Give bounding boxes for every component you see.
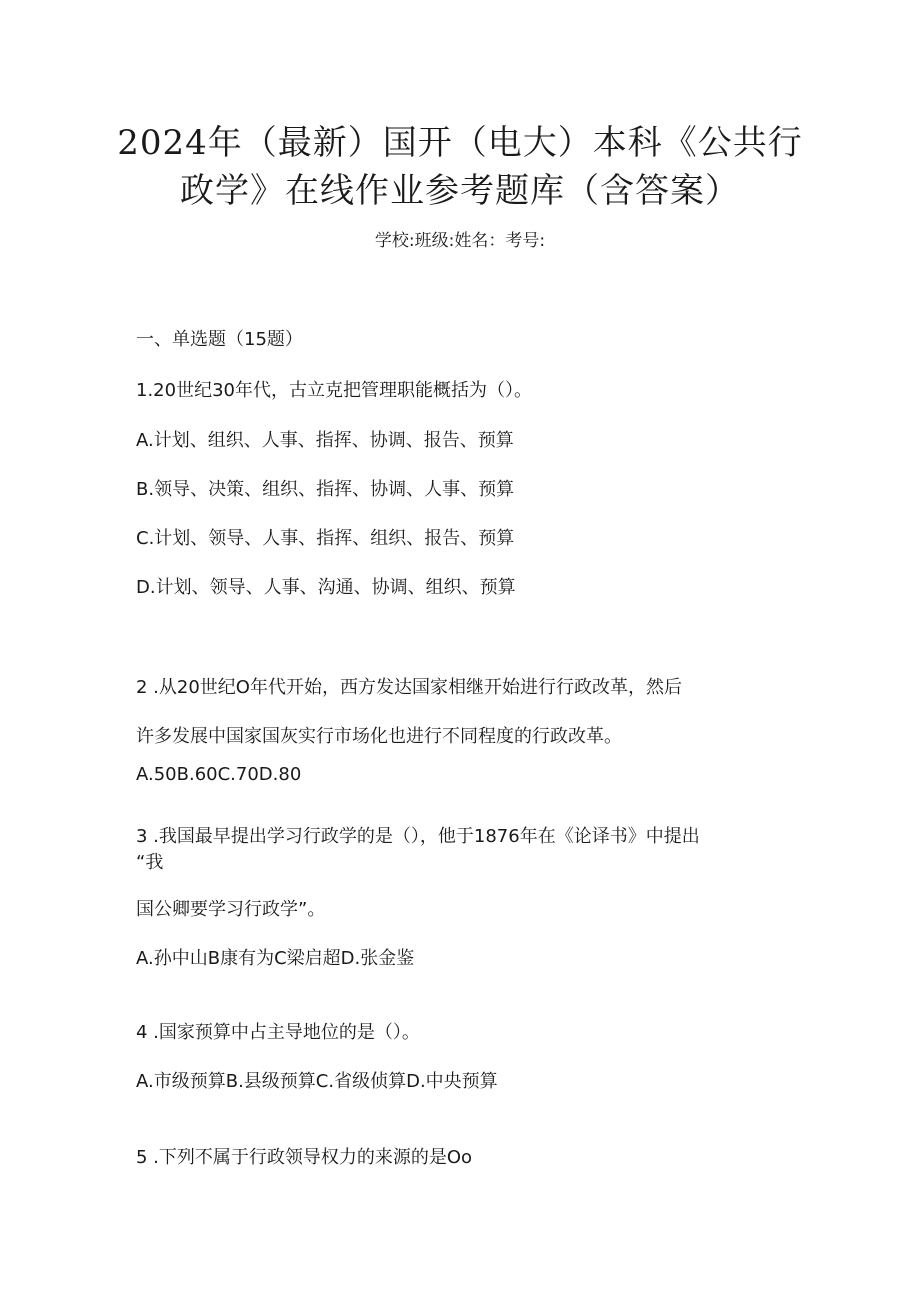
document-title-line-2: 政学》在线作业参考题库（含答案） <box>180 171 740 211</box>
question-5-stem: 5 .下列不属于行政领导权力的来源的是Oo <box>136 1147 473 1168</box>
question-1-option-a: A.计划、组织、人事、指挥、协调、报告、预算 <box>136 430 514 451</box>
question-1-stem: 1.20世纪30年代，古立克把管理职能概括为（）。 <box>136 380 532 401</box>
question-4-stem: 4 .国家预算中占主导地位的是（）。 <box>136 1022 420 1043</box>
question-1-option-c: C.计划、领导、人事、指挥、组织、报告、预算 <box>136 528 515 549</box>
question-2-stem-line-1: 2 .从20世纪O年代开始，西方发达国家相继开始进行行政改革，然后 <box>136 677 682 698</box>
question-1-option-b: B.领导、决策、组织、指挥、协调、人事、预算 <box>136 479 515 500</box>
student-info-line: 学校:班级:姓名：考号: <box>374 231 546 251</box>
question-4-options: A.市级预算B.县级预算C.省级侦算D.中央预算 <box>136 1071 498 1092</box>
question-2-options: A.50B.60C.70D.80 <box>136 764 302 785</box>
question-3-stem-line-3: 国公卿要学习行政学”。 <box>136 899 326 920</box>
question-3-stem-line-1: 3 .我国最早提出学习行政学的是（），他于1876年在《论译书》中提出 <box>136 826 700 847</box>
section-heading: 一、单选题（15题） <box>136 329 303 350</box>
question-1-option-d: D.计划、领导、人事、沟通、协调、组织、预算 <box>136 577 516 598</box>
document-title-line-1: 2024年（最新）国开（电大）本科《公共行 <box>117 123 803 163</box>
question-3-options: A.孙中山B康有为C梁启超D.张金鉴 <box>136 948 415 969</box>
question-3-stem-line-2: “我 <box>136 852 164 873</box>
question-2-stem-line-2: 许多发展中国家国灰实行市场化也进行不同程度的行政改革。 <box>136 726 622 747</box>
